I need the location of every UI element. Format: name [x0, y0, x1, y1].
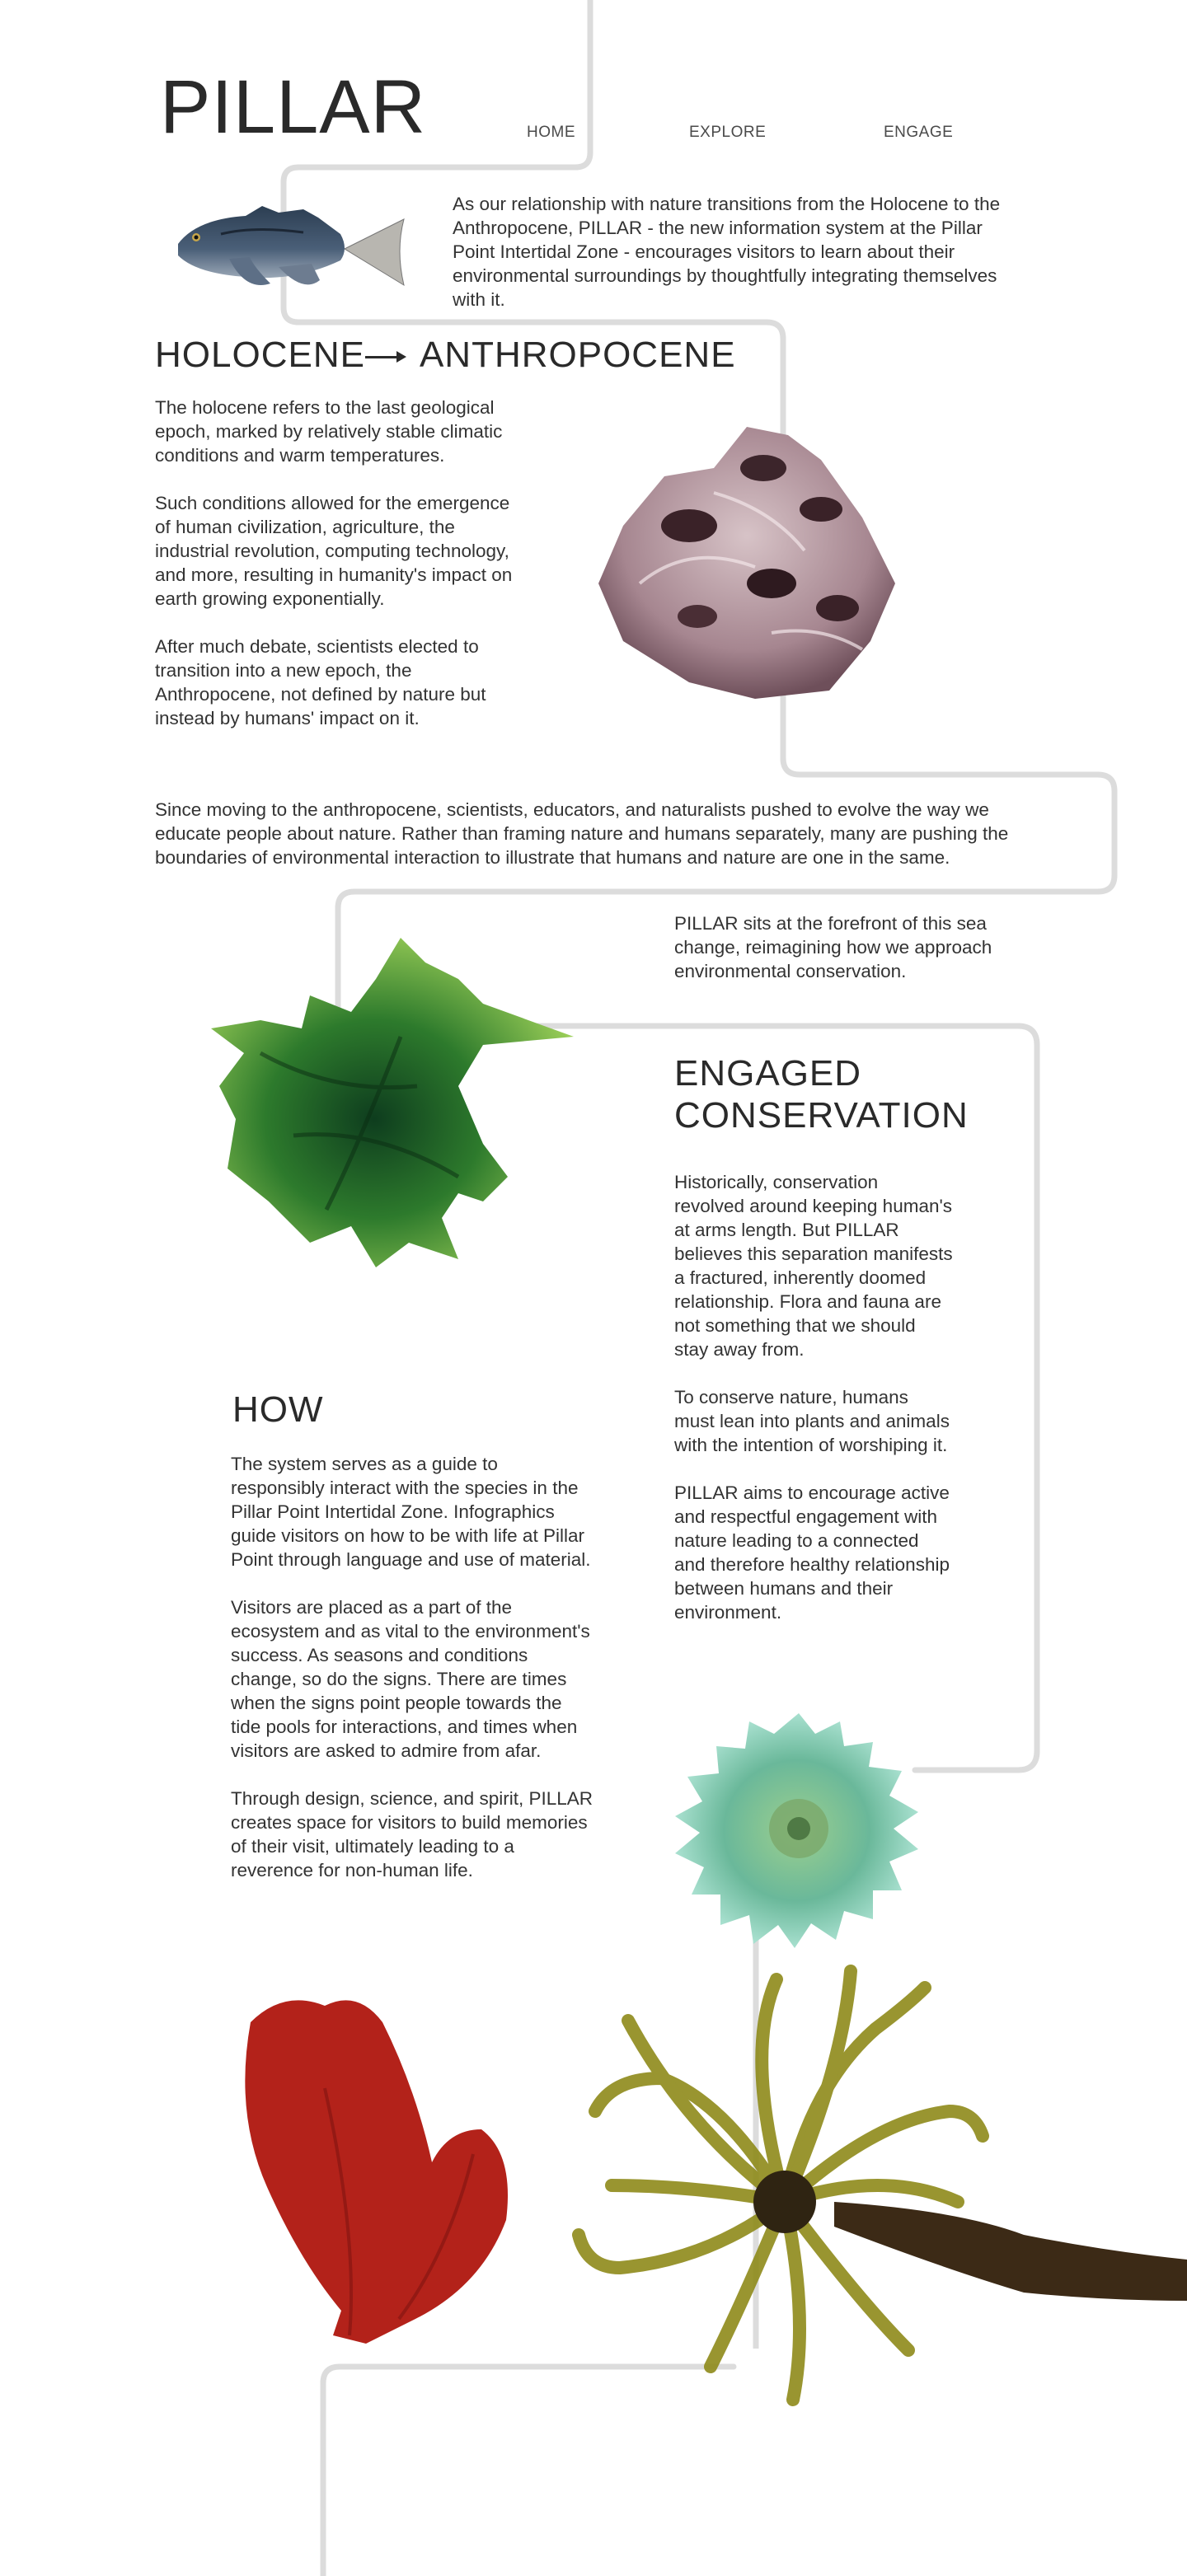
how-p3: Through design, science, and spirit, PILLAR creates space for visitors to build memories of their visit, ultimately leading to a reverence for non-human life. — [231, 1788, 593, 1880]
engaged-p1: Historically, conservation revolved around keeping human's at arms length. But PILLAR believes this separation manifests a fractured, inherently doomed relationship. Flora and fauna are not something that we should stay away from. — [674, 1172, 953, 1360]
how-heading: HOW — [232, 1389, 324, 1430]
nav-explore-link[interactable]: EXPLORE — [689, 124, 767, 141]
forefront-text: PILLAR sits at the forefront of this sea change, reimagining how we approach environmental conservation. — [674, 913, 992, 981]
pillar-logo[interactable]: PILLAR — [160, 65, 427, 149]
engaged-heading-line1: ENGAGED — [674, 1053, 862, 1094]
holocene-heading — [155, 335, 736, 377]
nav-engage-link[interactable]: ENGAGE — [884, 124, 954, 141]
nav-home-link[interactable]: HOME — [527, 124, 575, 141]
engaged-p3: PILLAR aims to encourage active and respectful engagement with nature leading to a connected and therefore healthy relationship between humans and their environment. — [674, 1482, 950, 1623]
anthropocene-wide-text: Since moving to the anthropocene, scientists, educators, and naturalists pushed to evolve the way we educate people about nature. Rather than framing nature and humans separately, many are pushing the boundaries of environmental interaction to illustrate that humans and nature are one in the same. — [155, 799, 1009, 868]
sea-anemone-illustration — [671, 1709, 927, 1948]
fish-illustration — [171, 201, 411, 300]
barnacle-illustration — [590, 419, 903, 703]
anthropocene-word: ANTHROPOCENE — [419, 335, 736, 375]
engaged-heading — [674, 1053, 1037, 1136]
green-seaweed-illustration — [211, 930, 574, 1271]
holocene-body — [155, 396, 524, 754]
holocene-p1: The holocene refers to the last geological epoch, marked by relatively stable climatic conditions and warm temperatures. — [155, 397, 503, 466]
how-p1: The system serves as a guide to responsibly interact with the species in the Pillar Point Intertidal Zone. Infographics guide visitors on how to be with life at Pillar Point through language and use of material. — [231, 1454, 591, 1570]
engaged-p2: To conserve nature, humans must lean into plants and animals with the intention of worshiping it. — [674, 1387, 950, 1455]
holocene-word: HOLOCENE — [155, 335, 365, 375]
red-seaweed-illustration — [234, 1989, 523, 2352]
engaged-body — [674, 1170, 953, 1648]
how-body — [231, 1452, 594, 1906]
how-p2: Visitors are placed as a part of the ecosystem and as vital to the environment's success. As seasons and conditions change, so do the signs. There are times when the signs point people towards the tide pools for interactions, and times when visitors are asked to admire from afar. — [231, 1597, 590, 1761]
holocene-p3: After much debate, scientists elected to transition into a new epoch, the Anthropocene, not defined by nature but instead by humans' impact on it. — [155, 636, 486, 728]
holocene-p2: Such conditions allowed for the emergence of human civilization, agriculture, the industrial revolution, computing technology, and more, resulting in humanity's impact on earth growing exponentially. — [155, 493, 513, 609]
intro-text: As our relationship with nature transitions from the Holocene to the Anthropocene, PILLAR - the new information system at the Pillar Point Intertidal Zone - encourages visitors to learn about their environmental surroundings by thoughtfully integrating themselves with it. — [453, 194, 1001, 310]
engaged-heading-line2: CONSERVATION — [674, 1094, 969, 1136]
right-arrow-icon — [365, 344, 408, 369]
kelp-illustration — [562, 1955, 1187, 2416]
